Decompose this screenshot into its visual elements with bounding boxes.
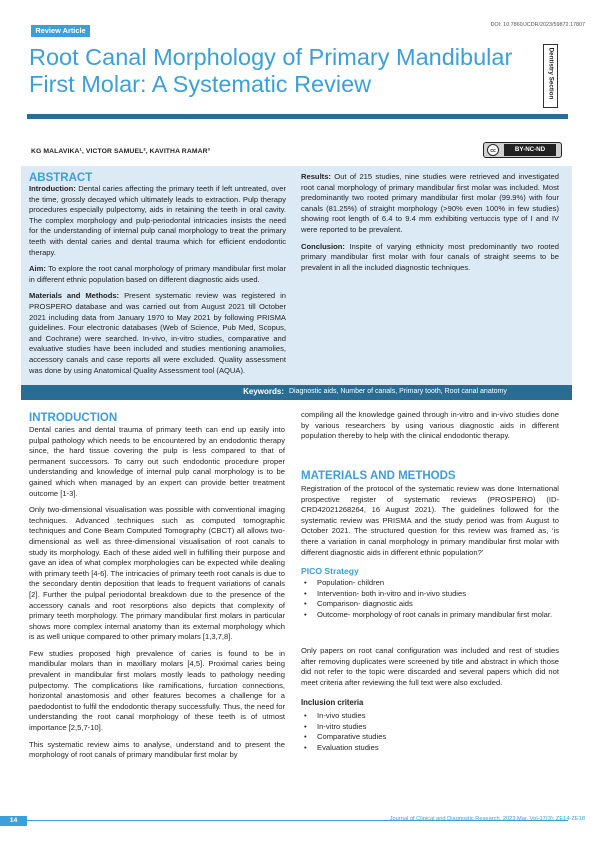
abstract-methods: Present systematic review was registered in PROSPERO database and was carried out from August 2021 till October 2021 including data from January 1970 to May 2021 by following PRISMA guidelines. Four electronic databases (Web of Science, Pub Med, Scopus, and Cochrane) were searched. In-vivo, in-vitro studies, comparative and evaluative studies have been included and studies mentioning anamolies, accessory canals and case reports all were excluded. Quality assessment was done by using Anatomical Quality Assessment tool (AQUA). — [29, 291, 287, 375]
abstract-aim-label: Aim: — [29, 264, 46, 274]
pico-list — [301, 578, 559, 620]
article-title: Root Canal Morphology of Primary Mandibular First Molar: A Systematic Review — [29, 44, 513, 97]
methods-text-2 — [301, 646, 559, 694]
list-item: • Intervention- both in-vitro and in-vivo studies — [301, 589, 559, 600]
section-tab — [543, 44, 558, 108]
introduction-text — [29, 425, 285, 767]
abstract-conclusion: Inspite of varying ethnicity most predominantly two rooted primary mandibular first molar with four canals of straight seems to be prevalent in all the included diagnostic techniques. — [301, 241, 559, 272]
list-item: • Comparison- diagnostic aids — [301, 599, 559, 610]
abstract-results-label: Results: — [301, 172, 331, 181]
article-type-tag: Review Article — [31, 25, 90, 37]
authors: KG MALAVIKA¹, VICTOR SAMUEL², KAVITHA RAMAR³ — [31, 148, 210, 155]
inclusion-list — [301, 711, 559, 753]
body-paragraph: compiling all the knowledge gained through in-vitro and in-vivo studies done by various researchers by using various diagnostic aids in different population thereby to help with the clinical endodontic therapy. — [301, 410, 559, 441]
cc-icon: cc — [487, 144, 499, 156]
abstract-left-column — [29, 184, 286, 382]
methods-heading: MATERIALS AND METHODS — [301, 470, 456, 482]
intro-paragraph: This systematic review aims to analyse, understand and to present the morphology of root canals of primary mandibular first molar by — [29, 739, 285, 760]
abstract-intro-label: Introduction: — [29, 184, 76, 193]
page-number: 14 — [0, 816, 27, 826]
methods-text — [301, 484, 559, 564]
title-rule — [27, 114, 568, 119]
list-item: • Population- children — [301, 578, 559, 589]
abstract-heading: ABSTRACT — [29, 172, 93, 184]
introduction-heading: INTRODUCTION — [29, 412, 118, 424]
abstract-methods-label: Materials and Methods: — [29, 291, 120, 301]
abstract-intro: Dental caries affecting the primary teeth if left untreated, over the time, grossly decayed which ultimately leads to extraction. Pulp therapy procedures especially pulpectomy, aids in retaining the teeth in oral cavity. The complex morphology and pulp-periodontal intricacies insists the need for the understanding of internal pulp canal morphology to treat the primary teeth with dental caries and dental trauma which for efficient endodontic therapy. — [29, 184, 286, 257]
pico-heading: PICO Strategy — [301, 566, 359, 576]
intro-paragraph: Only two-dimensional visualisation was possible with conventional imaging techniques. Advanced techniques such as computed tomographic techniques and Cone Beam Computed Tomography (CBCT) all allows two-dimensional as well as three-dimensional visualisation of root canals to study its morphology. Each of these aided well in fulfilling their purpose and gave an idea of what complex morphologies can be expected while dealing with primary teeth [4-6]. The intricacies of primary teeth root canals is due to the secondary dentin deposition that leads to frequent variations of canals [2]. Further the pulpal periodontal breakdown due to the presence of the accessory canals and root resorptions also depicts that complexity of primary teeth morphology. The primary mandibular first molars in particular shows more complex internal anatomy than its external morphology which is as well unique compared to other primary molars [1,3,7,8]. — [29, 505, 285, 642]
intro-paragraph: Dental caries and dental trauma of primary teeth can end up easily into pulpal pathology which needs to be encountered by an endodontic therapy since, the hard tissue covering the pulp is less compared to that of permanent successors. To carry out such endodontic procedure proper understanding and knowledge of internal pulp canal morphology is to be gained which when managed by an expert can provide better treatment outcome [1-3]. — [29, 425, 285, 498]
list-item: • In-vitro studies — [301, 722, 559, 733]
journal-citation: Journal of Clinical and Diagnostic Research. 2023 Mar, Vol-17(3): ZE14-ZE18 — [389, 816, 585, 822]
methods-paragraph: Only papers on root canal configuration was included and rest of studies after removing duplicates were screened by title and abstract in which those did not refer to the topic were discarded and several papers which did not meet criteria after reviewing the full text were also excluded. — [301, 646, 559, 687]
section-label: Dentistry Section — [547, 47, 555, 100]
license-text: BY-NC-ND — [504, 144, 556, 156]
abstract-aim: To explore the root canal morphology of primary mandibular first molar in different ethnic population based on different diagnostic aids used. — [29, 264, 286, 284]
list-item: • In-vivo studies — [301, 711, 559, 722]
abstract-results: Out of 215 studies, nine studies were retrieved and investigated root canal morphology of primary mandibular first molar was included. Most predominantly two rooted primary mandibular first molar (99.9%) with four canals (81.25%) of straight morphology (>90% even 100% in few studies) showing root length of 6.4 to 9.4 mm exhibiting vertuccis type of I and IV were reported to be prevalent. — [301, 172, 559, 234]
list-item: • Comparative studies — [301, 732, 559, 743]
license-badge[interactable] — [483, 142, 562, 158]
list-item: • Outcome- morphology of root canals in primary mandibular first molar. — [301, 610, 559, 621]
abstract-right-column — [301, 172, 559, 279]
abstract-conclusion-label: Conclusion: — [301, 241, 345, 251]
intro-paragraph: Few studies proposed high prevalence of caries is found to be in mandibular molars than in maxillary molars [4,5]. Proximal caries being prevalent in mandibular first molars mostly leads to pathology needing pulpectomy. The complications like ramifications, furcation connections, horizontal anastomosis and other features becomes a challenge for a paedodontist to fulfil the endodontic therapy successfully. Thus, the need for understanding the root canal morphology of these teeth is of utmost importance [2,5,7-10]. — [29, 648, 285, 733]
keywords-label: Keywords: — [243, 386, 284, 396]
inclusion-heading: Inclusion criteria — [301, 698, 364, 707]
methods-paragraph: Registration of the protocol of the systematic review was done International prospective register of systematic reviews (PROSPERO) (ID-CRD42021268264, 16 August 2021). The guidelines followed for the systematic review was PRISMA and the study period was from August to October 2021. The structured question for this review was framed as, ‘is there a variation in canal morphology in primary mandibular first molar with different diagnostic aids in different ethnic population?’ — [301, 484, 559, 557]
doi-text[interactable]: DOI: 10.7860/JCDR/2023/59872.17807 — [490, 22, 585, 28]
right-column-text — [301, 410, 559, 448]
list-item: • Evaluation studies — [301, 743, 559, 754]
keywords: Diagnostic aids, Number of canals, Primary tooth, Root canal anatomy — [289, 387, 507, 395]
